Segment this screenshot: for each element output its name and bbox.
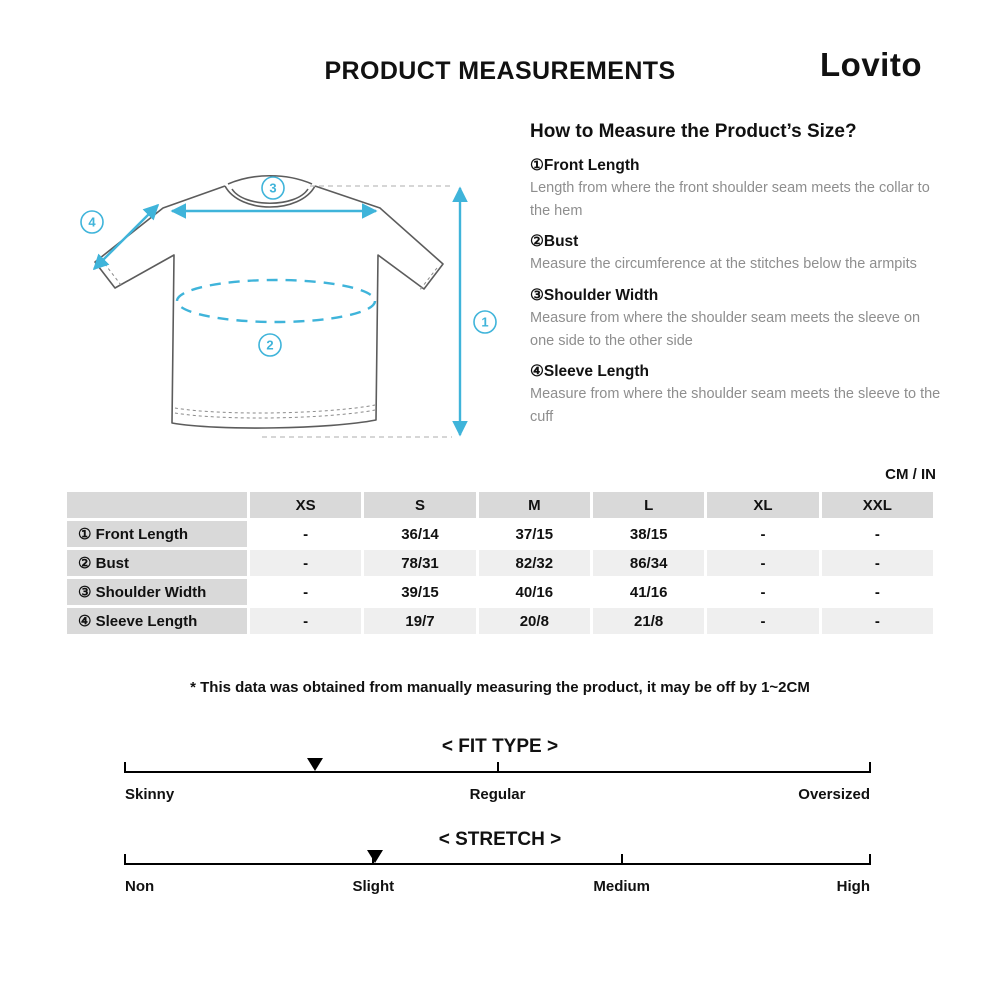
- stretch-title: < STRETCH >: [438, 829, 562, 850]
- svg-text:2: 2: [266, 337, 274, 353]
- measurement-cell: -: [822, 579, 933, 605]
- measurement-cell: 20/8: [479, 608, 590, 634]
- stretch-tick-non: [124, 854, 126, 865]
- col-header-m: M: [479, 492, 590, 518]
- diagram-marker-front-length: [474, 311, 496, 333]
- how-to-item-bust: [530, 232, 946, 276]
- how-to-item-desc: Measure from where the shoulder seam meets the sleeve to the cuff: [530, 385, 941, 426]
- stretch-track: [125, 863, 870, 865]
- col-header-xs: XS: [250, 492, 361, 518]
- diagram-marker-shoulder-width: [262, 177, 284, 199]
- col-header-blank: [67, 492, 247, 518]
- tshirt-outline: [95, 176, 443, 428]
- col-header-xl: XL: [707, 492, 818, 518]
- row-label: ② Bust: [67, 550, 247, 576]
- tshirt-measurement-diagram: [48, 158, 528, 458]
- row-label: ③ Shoulder Width: [67, 579, 247, 605]
- measurement-cell: -: [707, 579, 818, 605]
- stretch-label-high: High: [836, 878, 870, 895]
- measurement-cell: -: [707, 608, 818, 634]
- fit-tick-skinny: [124, 762, 126, 773]
- how-to-item-label: ③Shoulder Width: [530, 286, 659, 304]
- how-to-item-desc: Measure from where the shoulder seam meets the sleeve on one side to the other side: [530, 309, 921, 349]
- measurement-cell: 86/34: [593, 550, 704, 576]
- how-to-item-shoulder-width: [530, 286, 946, 353]
- how-to-item-label: ①Front Length: [530, 157, 640, 174]
- sleeve-length-line: [94, 205, 158, 269]
- brand-logo: Lovito: [820, 46, 922, 83]
- fit-type-slider: [125, 759, 870, 809]
- svg-text:1: 1: [481, 314, 489, 330]
- measurement-cell: -: [250, 608, 361, 634]
- fit-label-oversized: Oversized: [798, 786, 870, 803]
- size-table-header-row: [67, 492, 933, 518]
- measurement-cell: -: [822, 608, 933, 634]
- diagram-marker-sleeve-length: [81, 211, 103, 233]
- stretch-label-non: Non: [125, 878, 155, 895]
- stretch-label-medium: Medium: [593, 878, 651, 895]
- measurement-cell: 21/8: [593, 608, 704, 634]
- svg-text:4: 4: [88, 214, 96, 230]
- measurement-cell: 78/31: [364, 550, 475, 576]
- measurement-disclaimer: * This data was obtained from manually measuring the product, it may be off by 1~2CM: [190, 679, 810, 696]
- measurement-cell: -: [707, 521, 818, 547]
- guide-lines: [262, 186, 452, 437]
- diagram-marker-bust: [259, 334, 281, 356]
- page-title: PRODUCT MEASUREMENTS: [324, 57, 676, 85]
- table-row-sleeve-length: [67, 608, 933, 634]
- fit-label-skinny: Skinny: [125, 786, 175, 803]
- stretch-marker: [367, 850, 383, 863]
- how-to-item-label: ②Bust: [530, 233, 579, 251]
- fit-type-marker: [307, 758, 323, 771]
- measurement-cell: 40/16: [479, 579, 590, 605]
- bust-line: [177, 280, 375, 322]
- how-to-item-front-length: [530, 156, 946, 223]
- table-row-front-length: [67, 521, 933, 547]
- col-header-l: L: [593, 492, 704, 518]
- measurement-cell: -: [707, 550, 818, 576]
- table-row-shoulder-width: [67, 579, 933, 605]
- stretch-label-slight: Slight: [352, 878, 395, 895]
- how-to-item-desc: Measure the circumference at the stitches below the armpits: [530, 256, 917, 273]
- units-label: CM / IN: [885, 466, 936, 483]
- how-to-item-label: ④Sleeve Length: [530, 362, 649, 380]
- size-table: [64, 489, 936, 637]
- measurement-cell: 19/7: [364, 608, 475, 634]
- stretch-slider: [125, 851, 870, 901]
- how-to-item-sleeve-length: [530, 362, 946, 429]
- row-label: ① Front Length: [67, 521, 247, 547]
- how-to-item-desc: Length from where the front shoulder seam meets the collar to the hem: [530, 180, 930, 220]
- fit-type-title: < FIT TYPE >: [441, 736, 559, 757]
- how-to-heading: How to Measure the Product’s Size?: [530, 121, 857, 142]
- fit-tick-oversized: [869, 762, 871, 773]
- measurement-cell: 36/14: [364, 521, 475, 547]
- table-row-bust: [67, 550, 933, 576]
- stretch-tick-high: [869, 854, 871, 865]
- col-header-s: S: [364, 492, 475, 518]
- measurement-cell: 38/15: [593, 521, 704, 547]
- measurement-cell: 37/15: [479, 521, 590, 547]
- how-to-section: [530, 121, 946, 429]
- fit-tick-regular: [497, 762, 499, 773]
- fit-label-regular: Regular: [469, 786, 526, 803]
- measurement-cell: -: [250, 579, 361, 605]
- row-label: ④ Sleeve Length: [67, 608, 247, 634]
- measurement-cell: 82/32: [479, 550, 590, 576]
- measurement-cell: 39/15: [364, 579, 475, 605]
- measurement-cell: -: [250, 521, 361, 547]
- svg-text:3: 3: [269, 180, 277, 196]
- measurement-cell: -: [822, 550, 933, 576]
- measurement-cell: 41/16: [593, 579, 704, 605]
- stretch-tick-medium: [621, 854, 623, 865]
- measure-lines: [94, 188, 460, 435]
- measurement-cell: -: [250, 550, 361, 576]
- measurement-cell: -: [822, 521, 933, 547]
- col-header-xxl: XXL: [822, 492, 933, 518]
